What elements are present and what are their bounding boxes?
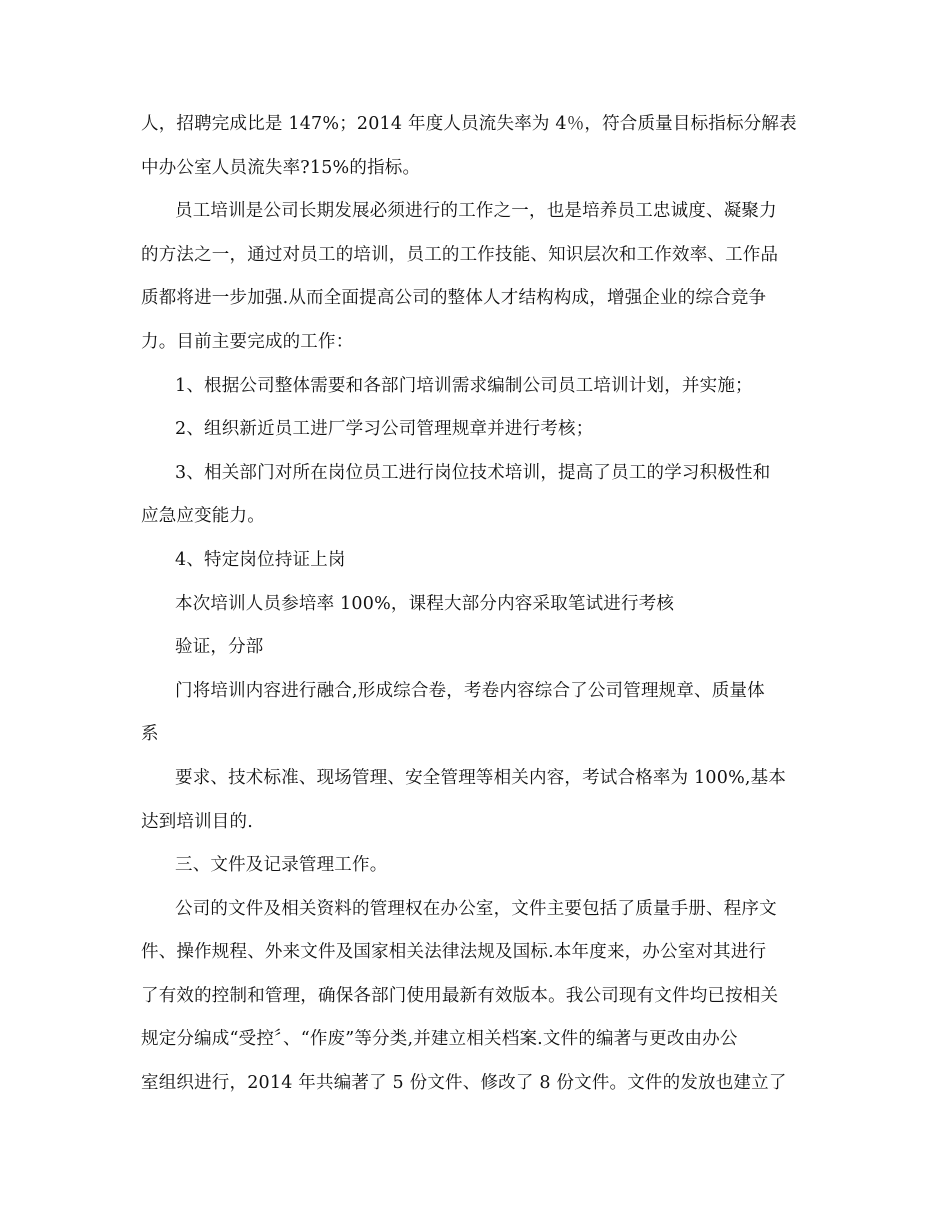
text-line: 门将培训内容进行融合,形成综合卷，考卷内容综合了公司管理规章、质量体 [175, 680, 765, 701]
text-line: 了有效的控制和管理，确保各部门使用最新有效版本。我公司现有文件均已按相关 [141, 985, 779, 1006]
text-line: 力。目前主要完成的工作： [141, 331, 354, 352]
text-line: 中办公室人员流失率?15%的指标。 [141, 157, 421, 178]
text-line: 2、组织新近员工进厂学习公司管理规章并进行考核； [175, 419, 594, 440]
text-line: 3、相关部门对所在岗位员工进行岗位技术培训，提高了员工的学习积极性和 [175, 462, 771, 483]
text-line: 4、特定岗位持证上岗 [175, 549, 346, 570]
text-line: 规定分编成“受控〞、“作废”等分类,并建立相关档案.文件的编著与更改由办公 [141, 1029, 738, 1050]
document-body [141, 103, 831, 1106]
text-line: 1、根据公司整体需要和各部门培训需求编制公司员工培训计划，并实施； [175, 375, 753, 396]
text-line: 系 [141, 724, 159, 745]
text-line: 的方法之一，通过对员工的培训，员工的工作技能、知识层次和工作效率、工作品 [141, 244, 779, 265]
text-line: 件、操作规程、外来文件及国家相关法律法规及国标.本年度来，办公室对其进行 [141, 942, 767, 963]
text-line: 本次培训人员参培率 100%，课程大部分内容采取笔试进行考核 [175, 593, 675, 614]
text-line: 验证，分部 [175, 637, 264, 658]
text-line: 应急应变能力。 [141, 506, 265, 527]
text-line: 三、文件及记录管理工作。 [175, 855, 388, 876]
text-line: 员工培训是公司长期发展必须进行的工作之一，也是培养员工忠诚度、凝聚力 [175, 201, 777, 222]
text-line: 人，招聘完成比是 147%；2014 年度人员流失率为 4％，符合质量目标指标分解表 [141, 114, 797, 134]
text-line: 公司的文件及相关资料的管理权在办公室，文件主要包括了质量手册、程序文 [175, 898, 777, 919]
text-line: 要求、技术标准、现场管理、安全管理等相关内容，考试合格率为 100%,基本 [175, 767, 787, 788]
text-line: 室组织进行，2014 年共编著了 5 份文件、修改了 8 份文件。文件的发放也建立了 [141, 1073, 787, 1094]
text-line: 达到培训目的. [141, 811, 253, 832]
text-line: 质都将进一步加强.从而全面提高公司的整体人才结构构成，增强企业的综合竞争 [141, 288, 767, 309]
